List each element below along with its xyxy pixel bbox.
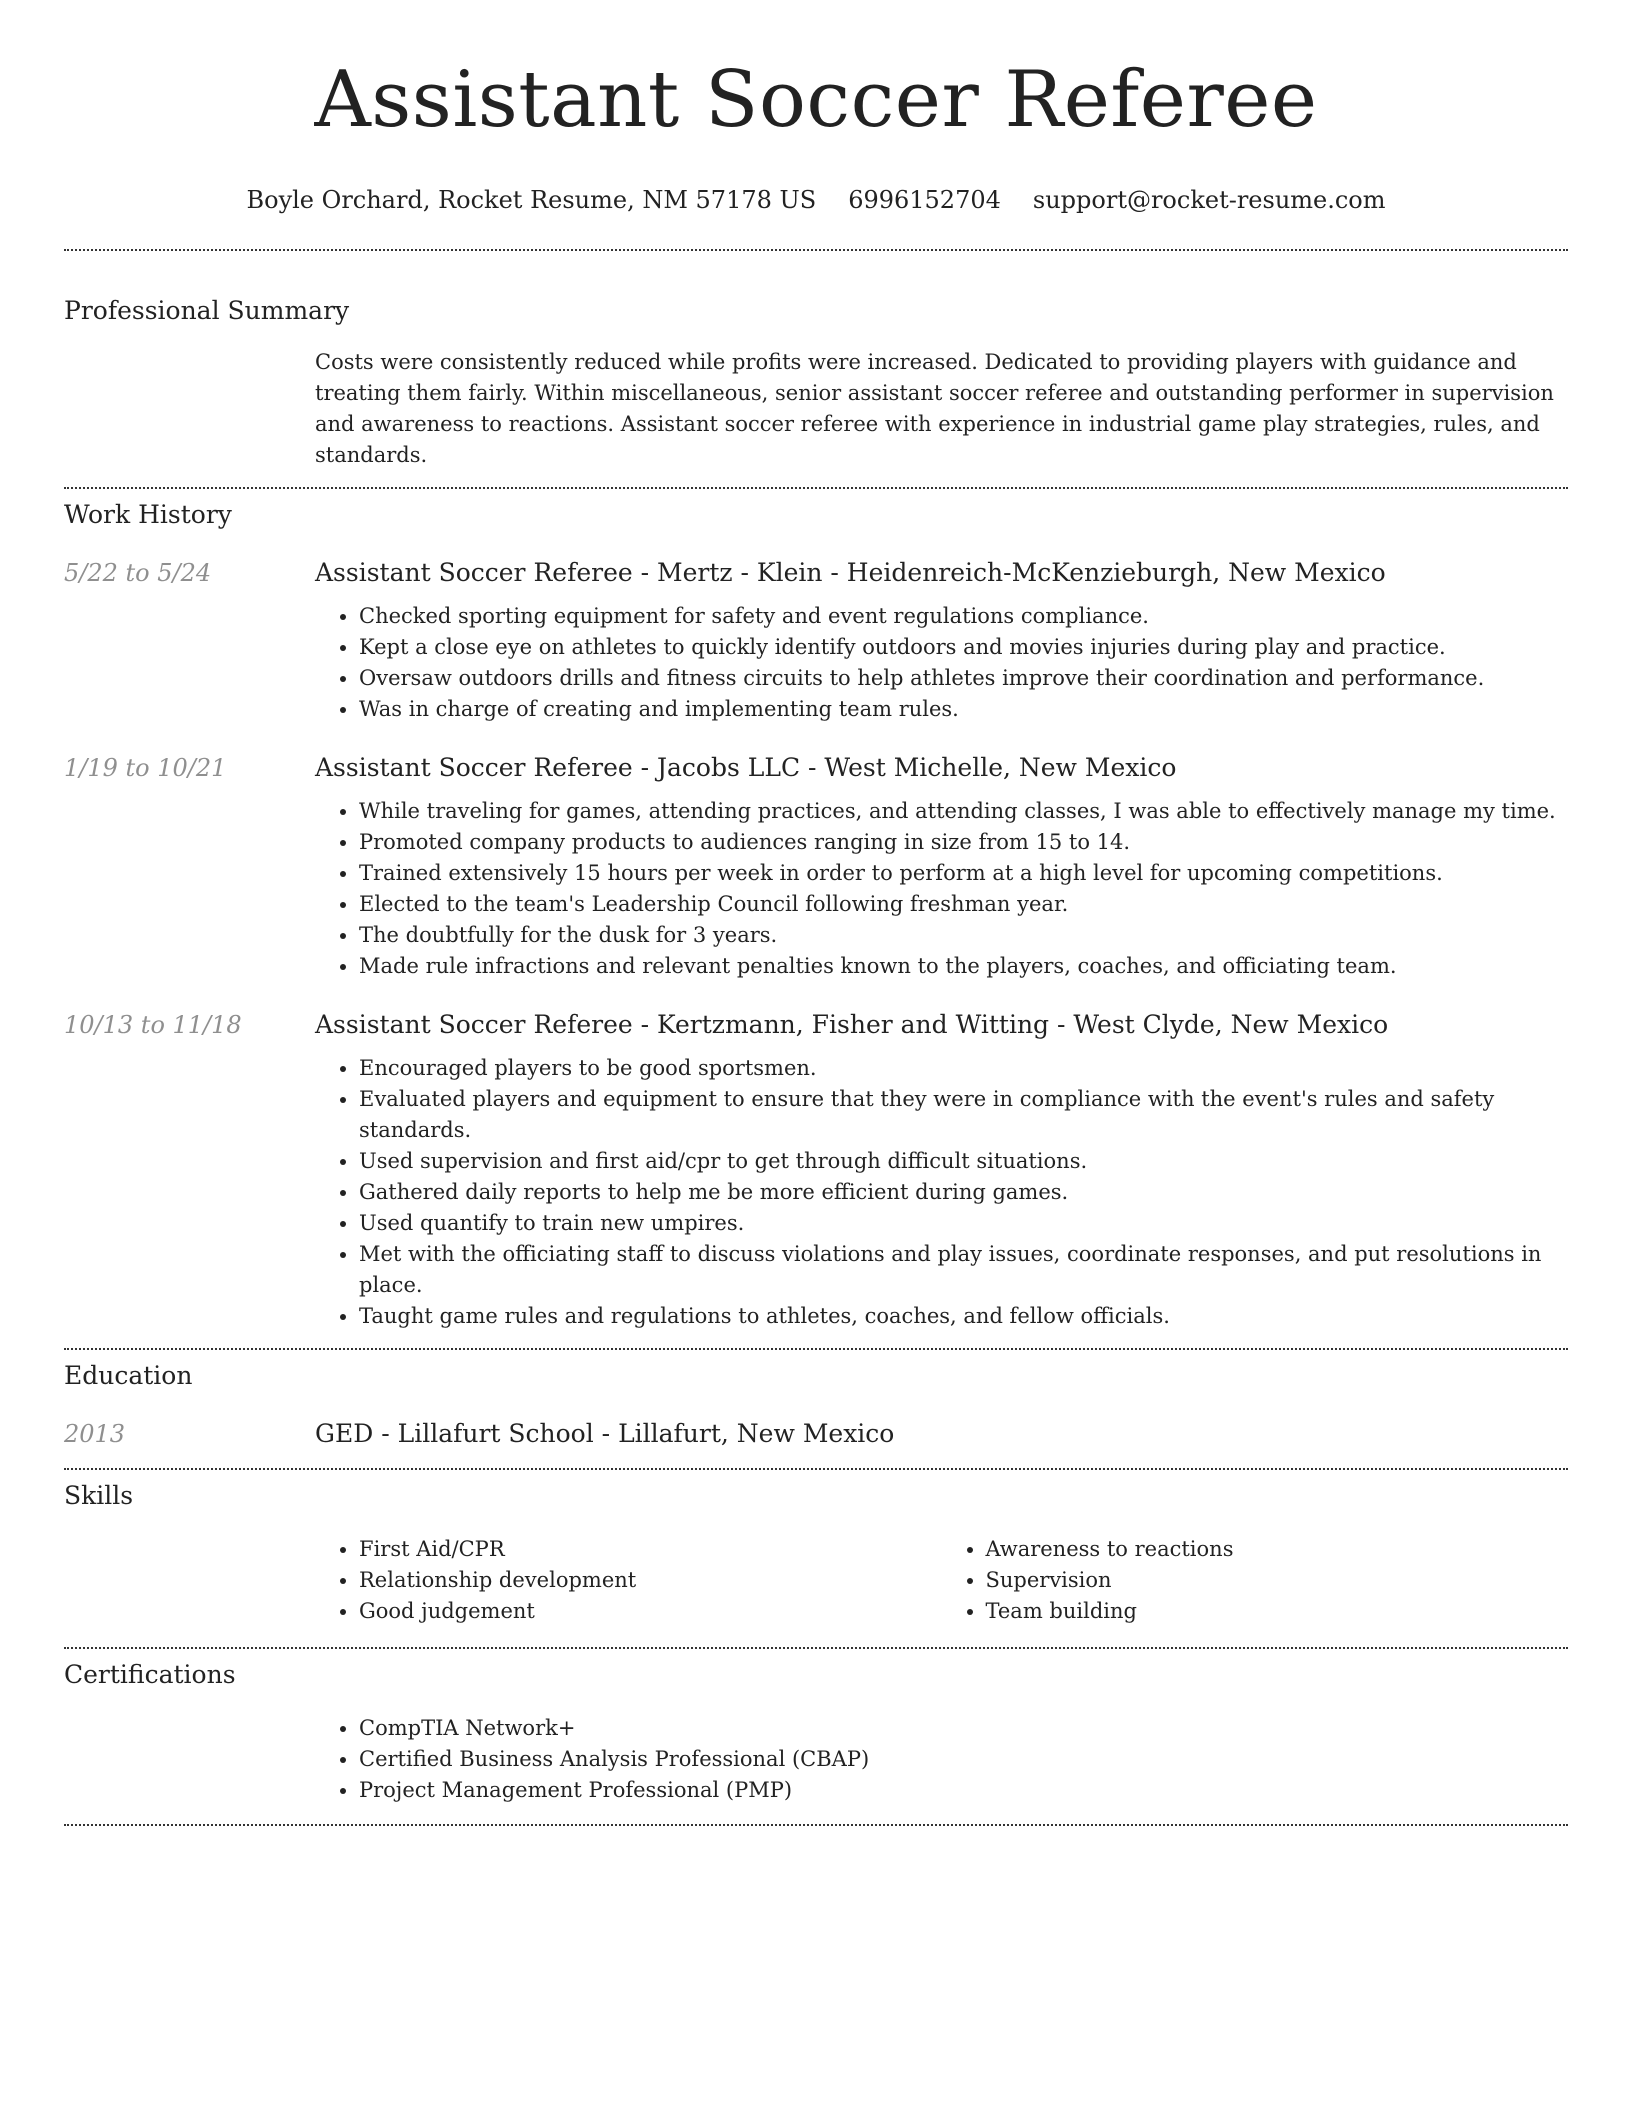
list-item: • Certified Business Analysis Professional (CBAP) [359, 1744, 1568, 1775]
job-title: Assistant Soccer Referee - Kertzmann, Fisher and Witting - West Clyde, New Mexico [315, 1010, 1389, 1039]
list-item: • Taught game rules and regulations to athletes, coaches, and fellow officials. [359, 1301, 1568, 1332]
job-title: Assistant Soccer Referee - Mertz - Klein - Heidenreich-McKenzieburgh, New Mexico [315, 558, 1386, 587]
list-item: • First Aid/CPR [359, 1534, 942, 1565]
list-item: • Good judgement [359, 1596, 942, 1627]
skills-list-right [942, 1534, 1569, 1627]
list-item: • Elected to the team's Leadership Council following freshman year. [359, 889, 1568, 920]
list-item: • Kept a close eye on athletes to quickly identify outdoors and movies injuries during play and practice. [359, 632, 1568, 663]
contact-email: support@rocket-resume.com [1032, 186, 1386, 214]
list-item: • Evaluated players and equipment to ensure that they were in compliance with the event's rules and safety standards. [359, 1084, 1568, 1146]
resume-header [64, 50, 1568, 216]
certifications-list [315, 1713, 1568, 1806]
list-item: • Supervision [986, 1565, 1569, 1596]
job-bullets [315, 796, 1568, 982]
education-title: Education [64, 1361, 193, 1390]
list-item: • Encouraged players to be good sportsmen. [359, 1053, 1568, 1084]
list-item: • CompTIA Network+ [359, 1713, 1568, 1744]
list-item: • Trained extensively 15 hours per week in order to perform at a high level for upcoming competitions. [359, 858, 1568, 889]
list-item: • Team building [986, 1596, 1569, 1627]
list-item: • Checked sporting equipment for safety and event regulations compliance. [359, 601, 1568, 632]
resume-name: Assistant Soccer Referee [314, 55, 1318, 145]
education-date: 2013 [64, 1420, 126, 1448]
list-item: • The doubtfully for the dusk for 3 years. [359, 920, 1568, 951]
list-item: • Promoted company products to audiences ranging in size from 15 to 14. [359, 827, 1568, 858]
section-divider [64, 487, 1568, 489]
certifications-title: Certifications [64, 1660, 236, 1689]
summary-section [64, 295, 1568, 471]
work-history-section [64, 499, 1568, 1332]
job-entry [64, 752, 1568, 982]
education-title-line: GED - Lillafurt School - Lillafurt, New Mexico [315, 1419, 895, 1448]
job-date: 1/19 to 10/21 [64, 754, 227, 782]
list-item: • Awareness to reactions [986, 1534, 1569, 1565]
job-entry [64, 1009, 1568, 1332]
list-item: • Met with the officiating staff to discuss violations and play issues, coordinate responses, and put resolutions in place. [359, 1239, 1568, 1301]
section-divider [64, 249, 1568, 251]
skills-title: Skills [64, 1481, 134, 1510]
list-item: • Used supervision and first aid/cpr to get through difficult situations. [359, 1146, 1568, 1177]
skills-section [64, 1480, 1568, 1627]
contact-phone: 6996152704 [848, 186, 1001, 214]
section-divider [64, 1824, 1568, 1826]
contact-address: Boyle Orchard, Rocket Resume, NM 57178 US [246, 186, 817, 214]
education-section [64, 1360, 1568, 1450]
job-date: 5/22 to 5/24 [64, 559, 212, 587]
certifications-section [64, 1659, 1568, 1806]
work-history-title: Work History [64, 500, 232, 529]
list-item: • While traveling for games, attending practices, and attending classes, I was able to effectively manage my time. [359, 796, 1568, 827]
summary-text: Costs were consistently reduced while profits were increased. Dedicated to providing players with guidance and treating them fairly. Within miscellaneous, senior assistant soccer referee and outstanding performer in supervision and awareness to reactions. Assistant soccer referee with experience in industrial game play strategies, rules, and standards. [315, 350, 1554, 467]
section-divider [64, 1468, 1568, 1470]
job-date: 10/13 to 11/18 [64, 1011, 242, 1039]
list-item: • Gathered daily reports to help me be more efficient during games. [359, 1177, 1568, 1208]
job-title: Assistant Soccer Referee - Jacobs LLC - West Michelle, New Mexico [315, 753, 1177, 782]
job-bullets [315, 1053, 1568, 1332]
list-item: • Used quantify to train new umpires. [359, 1208, 1568, 1239]
section-divider [64, 1647, 1568, 1649]
summary-title: Professional Summary [64, 296, 350, 325]
job-entry [64, 557, 1568, 725]
list-item: • Was in charge of creating and implementing team rules. [359, 694, 1568, 725]
list-item: • Project Management Professional (PMP) [359, 1775, 1568, 1806]
contact-line [64, 184, 1568, 216]
list-item: • Oversaw outdoors drills and fitness circuits to help athletes improve their coordination and performance. [359, 663, 1568, 694]
skills-list-left [315, 1534, 942, 1627]
list-item: • Made rule infractions and relevant penalties known to the players, coaches, and officiating team. [359, 951, 1568, 982]
list-item: • Relationship development [359, 1565, 942, 1596]
job-bullets [315, 601, 1568, 725]
section-divider [64, 1348, 1568, 1350]
